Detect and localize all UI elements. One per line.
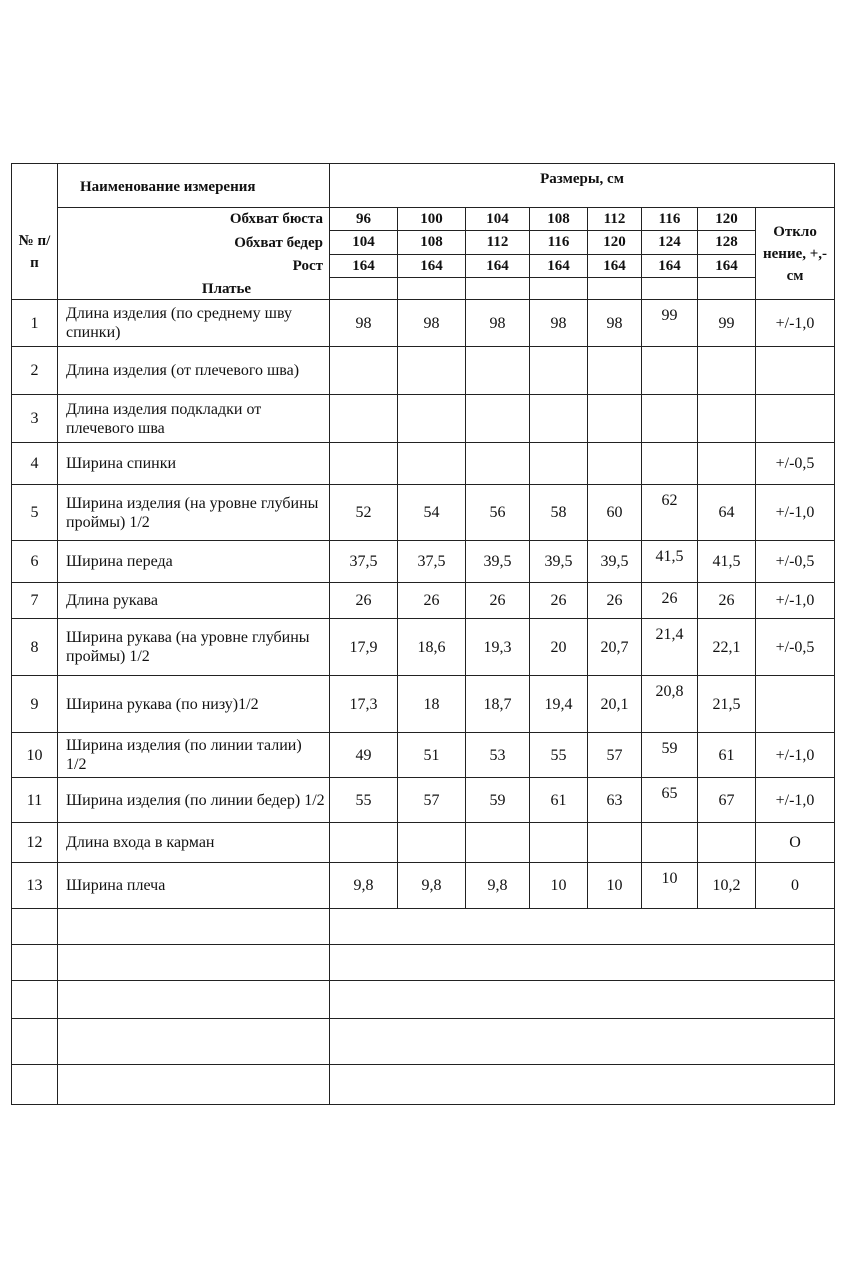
row-number: 13 [12, 863, 58, 909]
size-value-7: 22,1 [698, 619, 756, 676]
size-value-6: 26 [642, 583, 698, 619]
row-number: 7 [12, 583, 58, 619]
size-value-3: 53 [466, 733, 530, 778]
size-value-6: 20,8 [642, 676, 698, 733]
measurement-name: Длина изделия (по среднему шву спинки) [58, 300, 330, 347]
size-value-5: 20,1 [588, 676, 642, 733]
size-value-3: 9,8 [466, 863, 530, 909]
height-size-5: 164 [588, 255, 642, 278]
size-value-6 [642, 443, 698, 485]
deviation-value: +/-0,5 [756, 443, 835, 485]
row-number: 12 [12, 823, 58, 863]
size-value-2: 57 [398, 778, 466, 823]
empty-row [12, 945, 835, 981]
size-value-6: 99 [642, 300, 698, 347]
size-value-2 [398, 443, 466, 485]
bust-size-2: 100 [398, 208, 466, 231]
size-value-3: 59 [466, 778, 530, 823]
deviation-value: +/-1,0 [756, 583, 835, 619]
deviation-header: Откло нение, +,- см [756, 208, 835, 300]
size-value-5 [588, 823, 642, 863]
size-value-6 [642, 395, 698, 443]
deviation-value: 0 [756, 863, 835, 909]
deviation-value: +/-1,0 [756, 733, 835, 778]
measurement-name: Ширина изделия (на уровне глубины проймы) 1/2 [58, 485, 330, 541]
measurement-name: Длина рукава [58, 583, 330, 619]
row-number: 3 [12, 395, 58, 443]
size-value-4: 55 [530, 733, 588, 778]
size-value-7: 67 [698, 778, 756, 823]
measurement-name: Ширина рукава (по низу)1/2 [58, 676, 330, 733]
size-value-6 [642, 823, 698, 863]
table-row [12, 823, 835, 863]
bust-size-6: 116 [642, 208, 698, 231]
size-value-1: 9,8 [330, 863, 398, 909]
table-row [12, 347, 835, 395]
table-row [12, 676, 835, 733]
size-value-5 [588, 443, 642, 485]
table-row [12, 485, 835, 541]
row-number: 8 [12, 619, 58, 676]
size-value-1: 26 [330, 583, 398, 619]
size-value-6: 59 [642, 733, 698, 778]
size-value-7 [698, 347, 756, 395]
size-value-1 [330, 395, 398, 443]
size-value-2: 9,8 [398, 863, 466, 909]
size-value-1: 52 [330, 485, 398, 541]
height-size-1: 164 [330, 255, 398, 278]
size-value-3: 26 [466, 583, 530, 619]
size-value-4 [530, 443, 588, 485]
size-value-6: 62 [642, 485, 698, 541]
size-value-4: 10 [530, 863, 588, 909]
deviation-value: O [756, 823, 835, 863]
size-value-4: 61 [530, 778, 588, 823]
row-number: 1 [12, 300, 58, 347]
size-value-6: 21,4 [642, 619, 698, 676]
size-value-2 [398, 347, 466, 395]
table-row [12, 300, 835, 347]
height-size-4: 164 [530, 255, 588, 278]
hips-size-3: 112 [466, 231, 530, 255]
size-value-5: 20,7 [588, 619, 642, 676]
size-value-3: 39,5 [466, 541, 530, 583]
deviation-value: +/-1,0 [756, 300, 835, 347]
hips-size-5: 120 [588, 231, 642, 255]
empty-row [12, 1019, 835, 1065]
height-size-7: 164 [698, 255, 756, 278]
bust-size-4: 108 [530, 208, 588, 231]
size-value-2: 54 [398, 485, 466, 541]
bust-label: Обхват бюста [58, 208, 330, 231]
height-size-2: 164 [398, 255, 466, 278]
size-value-2: 51 [398, 733, 466, 778]
size-value-7 [698, 395, 756, 443]
size-value-5: 39,5 [588, 541, 642, 583]
deviation-value [756, 676, 835, 733]
size-value-5: 26 [588, 583, 642, 619]
size-value-3: 19,3 [466, 619, 530, 676]
table-row [12, 583, 835, 619]
table-row [12, 443, 835, 485]
size-value-2: 37,5 [398, 541, 466, 583]
size-value-5 [588, 347, 642, 395]
size-value-4: 26 [530, 583, 588, 619]
bust-size-3: 104 [466, 208, 530, 231]
size-value-4: 58 [530, 485, 588, 541]
size-value-3: 56 [466, 485, 530, 541]
table-row [12, 619, 835, 676]
size-value-1: 17,9 [330, 619, 398, 676]
size-value-7: 21,5 [698, 676, 756, 733]
size-value-2: 26 [398, 583, 466, 619]
measurement-name: Ширина переда [58, 541, 330, 583]
index-header-label: № п/п [18, 232, 51, 271]
row-number: 2 [12, 347, 58, 395]
size-value-7 [698, 443, 756, 485]
size-value-2: 18 [398, 676, 466, 733]
size-value-5: 10 [588, 863, 642, 909]
empty-row [12, 981, 835, 1019]
size-value-6: 65 [642, 778, 698, 823]
bust-size-1: 96 [330, 208, 398, 231]
size-value-2 [398, 823, 466, 863]
measurement-name: Ширина изделия (по линии бедер) 1/2 [58, 778, 330, 823]
measurement-name: Ширина плеча [58, 863, 330, 909]
empty-row [12, 909, 835, 945]
measurement-name: Длина изделия подкладки от плечевого шва [58, 395, 330, 443]
deviation-value: +/-1,0 [756, 778, 835, 823]
size-value-7: 61 [698, 733, 756, 778]
size-value-7: 41,5 [698, 541, 756, 583]
size-value-5: 63 [588, 778, 642, 823]
size-value-3 [466, 823, 530, 863]
deviation-value [756, 395, 835, 443]
measurement-name: Ширина рукава (на уровне глубины проймы) 1/2 [58, 619, 330, 676]
size-value-7: 26 [698, 583, 756, 619]
size-value-4 [530, 395, 588, 443]
size-value-7: 64 [698, 485, 756, 541]
size-value-4: 20 [530, 619, 588, 676]
section-title: Платье [58, 278, 330, 300]
size-value-2: 98 [398, 300, 466, 347]
deviation-value: +/-0,5 [756, 541, 835, 583]
deviation-value: +/-0,5 [756, 619, 835, 676]
sizes-header: Размеры, см [330, 164, 835, 208]
row-number: 11 [12, 778, 58, 823]
size-value-7: 99 [698, 300, 756, 347]
deviation-value: +/-1,0 [756, 485, 835, 541]
size-value-1: 37,5 [330, 541, 398, 583]
table-row [12, 541, 835, 583]
size-value-5: 57 [588, 733, 642, 778]
empty-row [12, 1065, 835, 1105]
size-value-1: 98 [330, 300, 398, 347]
size-value-4 [530, 823, 588, 863]
size-value-6: 41,5 [642, 541, 698, 583]
measurement-name: Длина входа в карман [58, 823, 330, 863]
size-value-1: 17,3 [330, 676, 398, 733]
row-number: 10 [12, 733, 58, 778]
table-row [12, 863, 835, 909]
size-value-1: 55 [330, 778, 398, 823]
height-size-3: 164 [466, 255, 530, 278]
size-value-4: 39,5 [530, 541, 588, 583]
hips-size-1: 104 [330, 231, 398, 255]
hips-label: Обхват бедер [58, 231, 330, 255]
size-value-3: 98 [466, 300, 530, 347]
hips-size-2: 108 [398, 231, 466, 255]
row-number: 6 [12, 541, 58, 583]
size-value-5: 98 [588, 300, 642, 347]
height-label: Рост [58, 255, 330, 278]
size-value-3 [466, 395, 530, 443]
size-value-1: 49 [330, 733, 398, 778]
deviation-value [756, 347, 835, 395]
table-row [12, 778, 835, 823]
size-value-1 [330, 443, 398, 485]
size-value-1 [330, 347, 398, 395]
table-row [12, 395, 835, 443]
measurement-name: Длина изделия (от плечевого шва) [58, 347, 330, 395]
row-number: 9 [12, 676, 58, 733]
row-number: 4 [12, 443, 58, 485]
size-value-4 [530, 347, 588, 395]
size-value-1 [330, 823, 398, 863]
size-value-4: 19,4 [530, 676, 588, 733]
size-value-6 [642, 347, 698, 395]
size-value-7 [698, 823, 756, 863]
size-value-2: 18,6 [398, 619, 466, 676]
size-value-4: 98 [530, 300, 588, 347]
measurement-name-header: Наименование измерения [58, 164, 330, 208]
row-number: 5 [12, 485, 58, 541]
size-value-7: 10,2 [698, 863, 756, 909]
measurement-name: Ширина спинки [58, 443, 330, 485]
size-value-5: 60 [588, 485, 642, 541]
size-value-3 [466, 347, 530, 395]
measurement-name: Ширина изделия (по линии талии) 1/2 [58, 733, 330, 778]
height-size-6: 164 [642, 255, 698, 278]
bust-size-5: 112 [588, 208, 642, 231]
table-row [12, 733, 835, 778]
size-value-6: 10 [642, 863, 698, 909]
size-value-5 [588, 395, 642, 443]
size-value-3: 18,7 [466, 676, 530, 733]
size-value-3 [466, 443, 530, 485]
index-header [12, 164, 58, 300]
hips-size-7: 128 [698, 231, 756, 255]
size-chart-table [11, 163, 834, 1105]
hips-size-6: 124 [642, 231, 698, 255]
size-value-2 [398, 395, 466, 443]
hips-size-4: 116 [530, 231, 588, 255]
bust-size-7: 120 [698, 208, 756, 231]
